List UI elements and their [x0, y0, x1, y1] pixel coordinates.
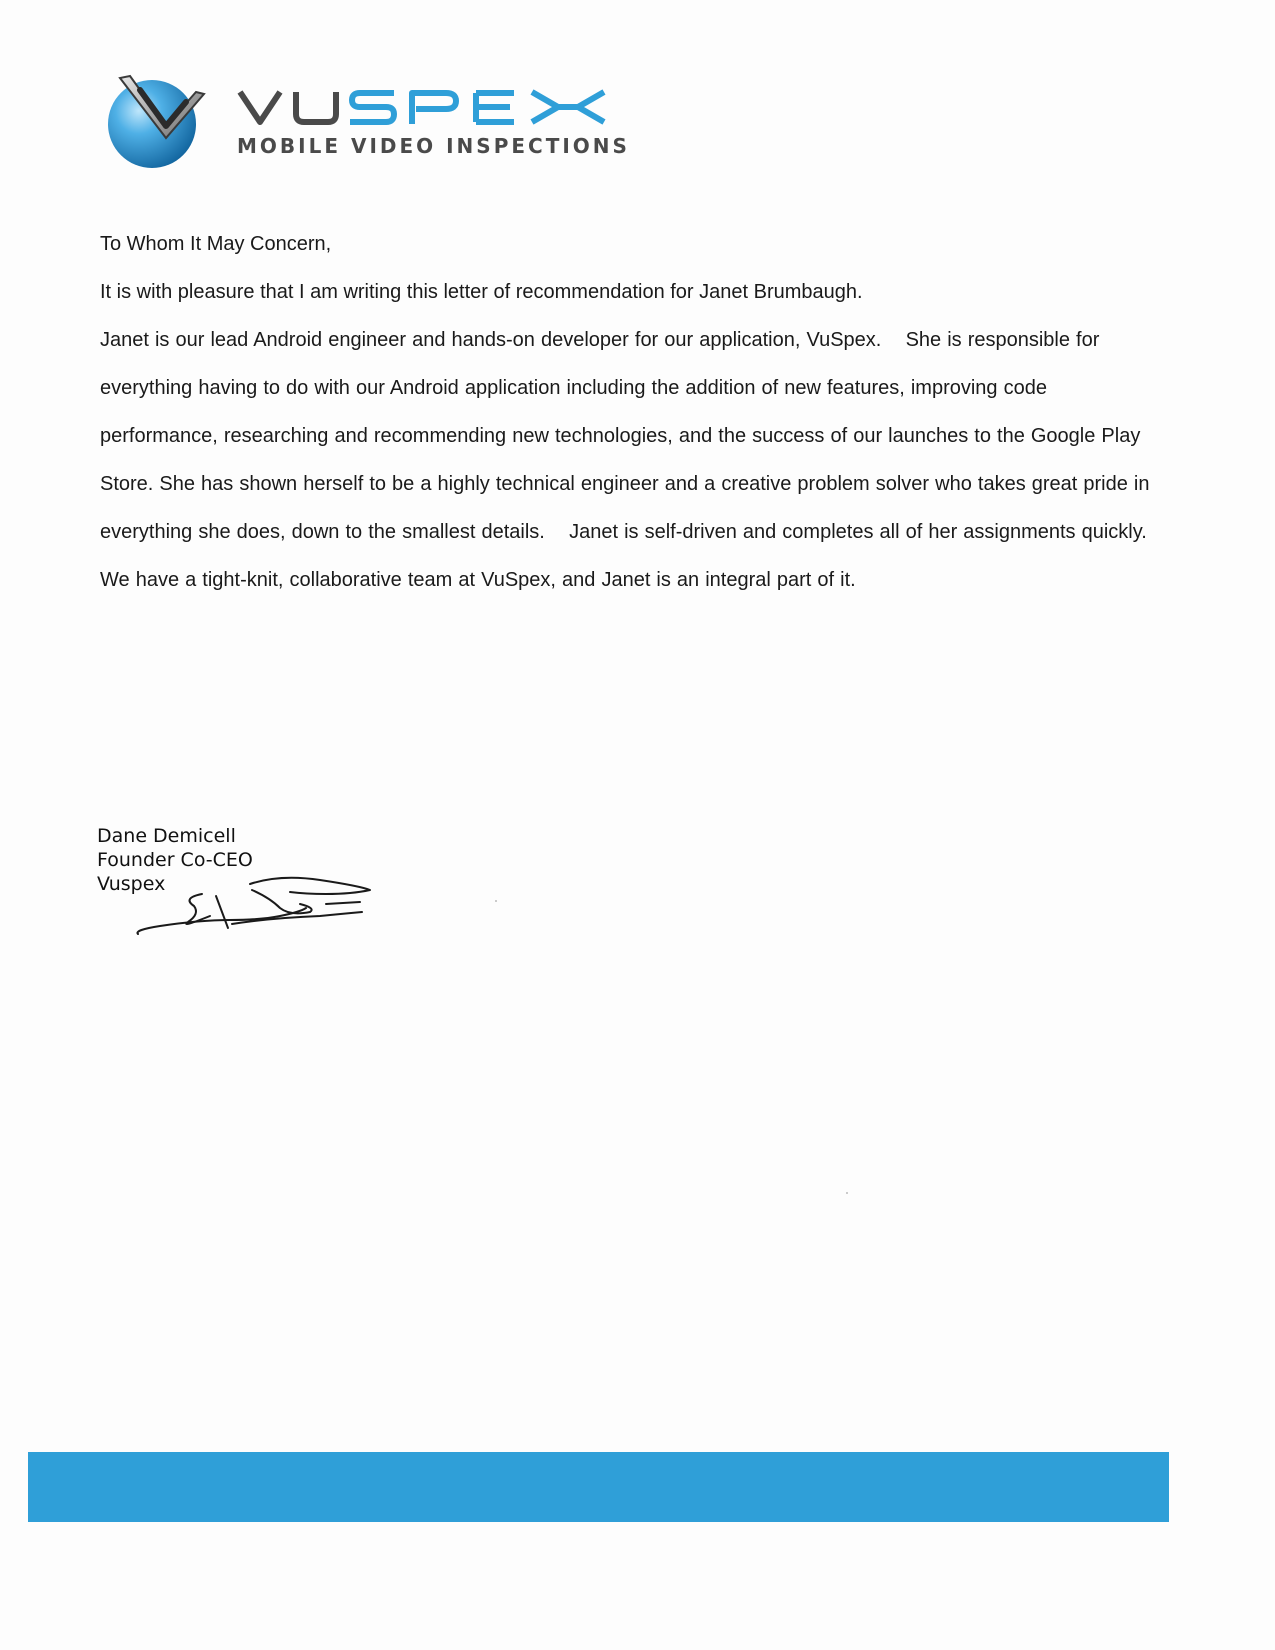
signer-name: Dane Demicell: [97, 825, 236, 847]
signer-company: Vuspex: [97, 873, 166, 895]
letter-body: [100, 220, 1172, 604]
footer-bar: [28, 1452, 1169, 1522]
logo-tagline: MOBILE VIDEO INSPECTIONS: [237, 134, 630, 158]
paragraph-main: Janet is our lead Android engineer and hands-on developer for our application, VuSpex. She is responsible for everything having to do with our Android application including the addition of new features, improving code performance, researching and recommending new technologies, and the success of our launches to the Google Play Store. She has shown herself to be a highly technical engineer and a creative problem solver who takes great pride in everything she does, down to the smallest details. Janet is self-driven and completes all of her assignments quickly. We have a tight-knit, collaborative team at VuSpex, and Janet is an integral part of it.: [100, 329, 1172, 591]
company-logo: [100, 68, 630, 168]
signer-title: Founder Co-CEO: [97, 849, 253, 871]
vuspex-globe-v-icon: [100, 68, 212, 168]
scan-speck: [495, 900, 497, 902]
handwritten-signature: [130, 868, 380, 948]
paragraph-intro: It is with pleasure that I am writing this letter of recommendation for Janet Brumbaugh.: [100, 281, 863, 303]
salutation: To Whom It May Concern,: [100, 233, 332, 255]
vuspex-wordmark: [236, 88, 608, 128]
scan-speck: [846, 1192, 848, 1194]
